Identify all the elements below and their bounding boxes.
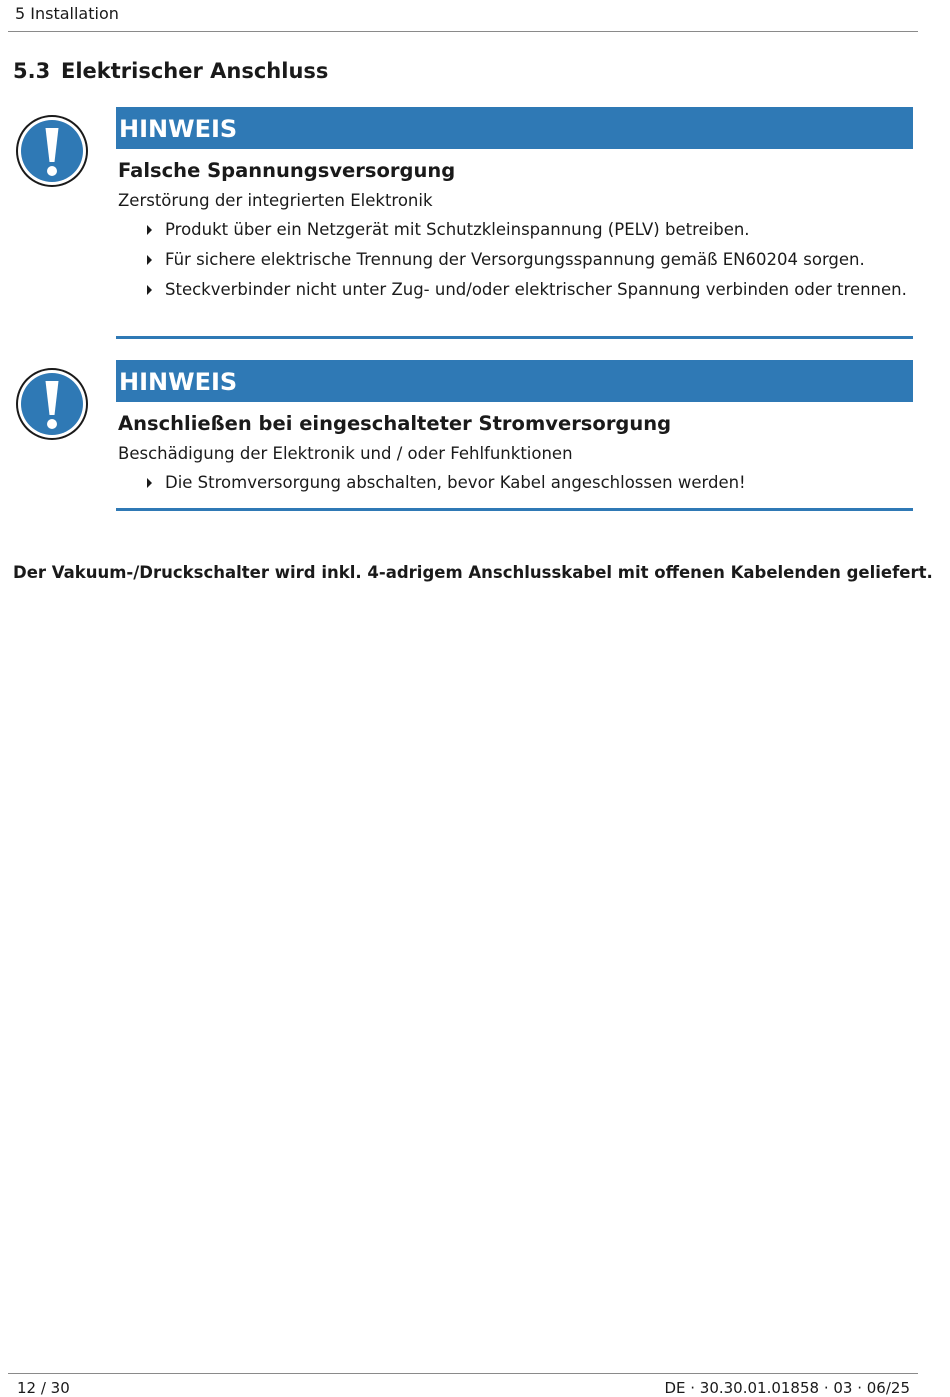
notice-bottom-rule [116,508,913,511]
measure-item [118,249,908,271]
measure-text: Produkt über ein Netzgerät mit Schutzkleinspannung (PELV) betreiben. [165,220,750,239]
notice-box [0,107,950,342]
section-number: 5.3 [13,59,51,83]
notice-consequence: Beschädigung der Elektronik und / oder Fehlfunktionen [118,444,573,463]
notice-body [118,157,908,309]
section-title-text: Elektrischer Anschluss [61,59,329,83]
header-divider [8,31,918,32]
footer-divider [8,1373,918,1374]
section-title [13,59,328,83]
notice-label: HINWEIS [116,107,913,149]
page-number: 12 / 30 [17,1379,70,1397]
notice-bottom-rule [116,336,913,339]
measure-item [118,279,908,301]
arrow-right-icon [147,285,152,295]
document-id: DE · 30.30.01.01858 · 03 · 06/25 [664,1379,910,1397]
arrow-right-icon [147,225,152,235]
notice-body [118,410,908,502]
notice-consequence: Zerstörung der integrierten Elektronik [118,191,433,210]
chapter-header: 5 Installation [15,4,119,23]
measure-item [118,219,908,241]
arrow-right-icon [147,255,152,265]
delivery-statement: Der Vakuum-/Druckschalter wird inkl. 4-adrigem Anschlusskabel mit offenen Kabelenden geliefert. [13,563,933,582]
exclamation-icon [15,114,89,188]
notice-heading: Anschließen bei eingeschalteter Stromversorgung [118,412,672,435]
notice-heading: Falsche Spannungsversorgung [118,159,456,182]
measure-list [118,219,908,301]
measure-list [118,472,908,494]
notice-box [0,360,950,515]
arrow-right-icon [147,478,152,488]
exclamation-icon [15,367,89,441]
measure-text: Die Stromversorgung abschalten, bevor Kabel angeschlossen werden! [165,473,746,492]
notice-label: HINWEIS [116,360,913,402]
measure-text: Steckverbinder nicht unter Zug- und/oder elektrischer Spannung verbinden oder trennen. [165,280,907,299]
measure-item [118,472,908,494]
measure-text: Für sichere elektrische Trennung der Versorgungsspannung gemäß EN60204 sorgen. [165,250,865,269]
